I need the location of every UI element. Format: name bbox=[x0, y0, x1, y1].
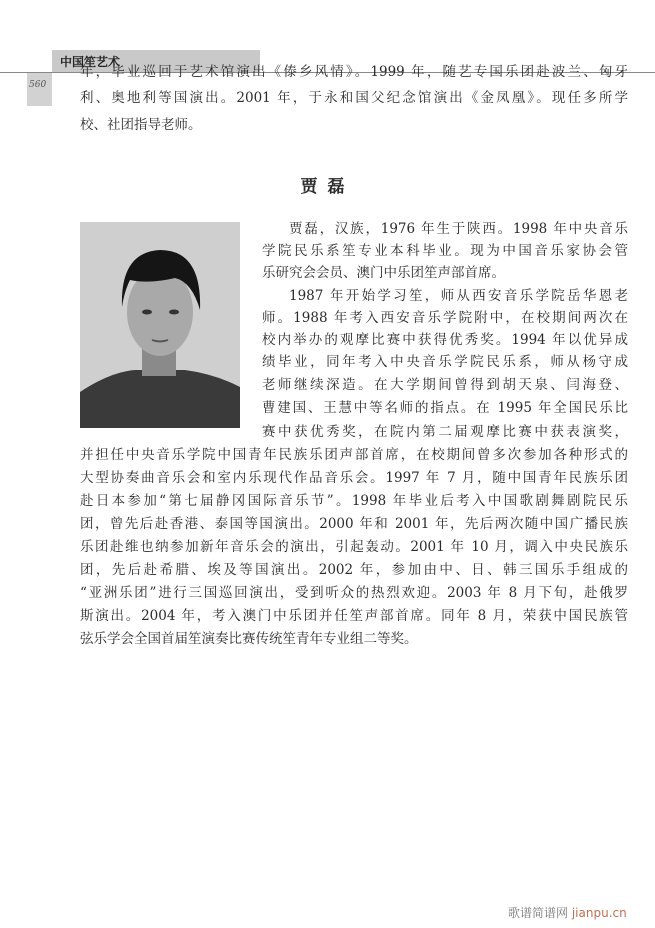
text-line: 并担任中央音乐学院中国青年民族乐团声部首席，在校期间曾多次参加各种形式的 bbox=[80, 447, 628, 463]
text-line: 1987 年开始学习笙，师从西安音乐学院岳华恩老 bbox=[289, 288, 628, 304]
text-line: 赴日本参加“第七届静冈国际音乐节”。1998 年毕业后考入中国歌剧舞剧院民乐 bbox=[80, 493, 628, 509]
text-line: 团，先后赴希腊、埃及等国演出。2002 年，参加由中、日、韩三国乐手组成的 bbox=[80, 562, 628, 578]
portrait-photo bbox=[80, 222, 240, 428]
text-line: 大型协奏曲音乐会和室内乐现代作品音乐会。1997 年 7 月，随中国青年民族乐团 bbox=[80, 470, 628, 486]
text-line: 乐团赴维也纳参加新年音乐会的演出，引起轰动。2001 年 10 月，调入中央民族乐 bbox=[80, 539, 628, 555]
text-line: 校内举办的观摩比赛中获得优秀奖。1994 年以优异成 bbox=[262, 332, 628, 348]
text-line: 赛中获优秀奖，在院内第二届观摩比赛中获表演奖， bbox=[262, 424, 628, 440]
book-title: 中国笙艺术 bbox=[60, 55, 121, 69]
text-line: 团，曾先后赴香港、泰国等国演出。2000 年和 2001 年，先后两次随中国广播民族 bbox=[80, 516, 628, 532]
text-line: 年，毕业巡回于艺术馆演出《傣乡风情》。1999 年，随艺专国乐团赴波兰、匈牙 bbox=[80, 64, 628, 80]
text-line: 乐研究会会员、澳门中乐团笙声部首席。 bbox=[262, 265, 505, 281]
text-line: 利、奥地利等国演出。2001 年，于永和国父纪念馆演出《金凤凰》。现任多所学 bbox=[80, 90, 628, 106]
page-number: 560 bbox=[29, 80, 47, 90]
text-line: 绩毕业，同年考入中央音乐学院民乐系，师从杨守成 bbox=[262, 354, 628, 370]
text-line: 师。1988 年考入西安音乐学院附中，在校期间两次在 bbox=[262, 310, 628, 326]
text-line: 曹建国、王慧中等名师的指点。在 1995 年全国民乐比 bbox=[262, 400, 628, 416]
watermark-en: jianpu.cn bbox=[571, 906, 627, 920]
watermark bbox=[508, 904, 627, 921]
watermark-cn: 歌谱简谱网 bbox=[508, 906, 569, 920]
text-line: 弦乐学会全国首届笙演奏比赛传统笙青年专业组二等奖。 bbox=[80, 631, 418, 647]
text-line: 贾磊，汉族，1976 年生于陕西。1998 年中央音乐 bbox=[289, 221, 628, 237]
text-line: 校、社团指导老师。 bbox=[80, 117, 202, 133]
section-title: 贾磊 bbox=[300, 177, 355, 197]
text-line: “亚洲乐团”进行三国巡回演出，受到听众的热烈欢迎。2003 年 8 月下旬，赴俄罗 bbox=[80, 585, 628, 601]
text-line: 斯演出。2004 年，考入澳门中乐团并任笙声部首席。同年 8 月，荣获中国民族管 bbox=[80, 608, 628, 624]
text-line: 学院民乐系笙专业本科毕业。现为中国音乐家协会管 bbox=[262, 243, 628, 259]
text-line: 老师继续深造。在大学期间曾得到胡天泉、闫海登、 bbox=[262, 377, 628, 393]
